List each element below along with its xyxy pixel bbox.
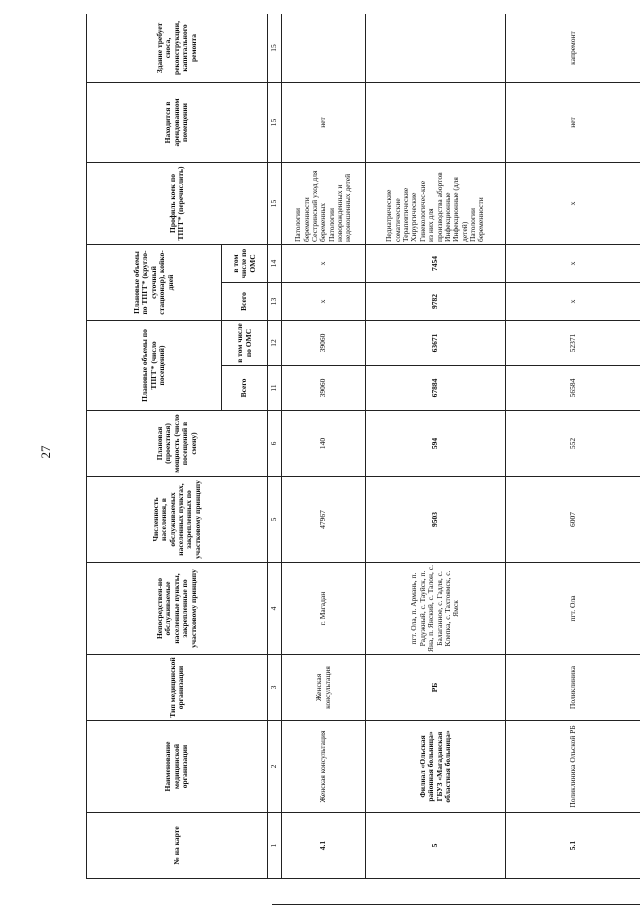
header-beds-total: Всего [222, 283, 268, 321]
bed-profile-item: Инфекционные [442, 192, 452, 242]
bed-profile-item: Хирургические [409, 192, 419, 242]
row-beds-total: 9782 [366, 283, 506, 321]
col-number: 12 [268, 321, 282, 366]
bed-profile-item: Педиатрические соматические [384, 189, 402, 242]
row-map-number: 5.1 [506, 813, 640, 879]
row-capacity: 140 [282, 411, 366, 477]
header-capacity: Плановая (проектная) мощность (число посещений в смену) [87, 411, 268, 477]
row-population: 47967 [282, 477, 366, 563]
bed-profile-item: из них для производства абортов [426, 172, 444, 242]
rotated-table-area [86, 14, 640, 879]
col-number: 5 [268, 477, 282, 563]
row-org-name: Филиал «Ольская районная больница» ГБУЗ «Магаданская областная больница» [366, 721, 506, 813]
row-settlements: пгт. Ола, п. Армань, п. Радужный, с. Тауйск, п. Яна, п. Янский, с. Талон, с. Балаганное, с. Гадля, с. Клепка, с. Тахтоямск, с. Ямск [366, 563, 506, 655]
row-visits-oms: 39060 [282, 321, 366, 366]
row-visits-oms: 63671 [366, 321, 506, 366]
row-renovation [366, 14, 506, 82]
row-org-type: Женская консультация [282, 655, 366, 721]
header-row [87, 14, 222, 879]
row-capacity: 594 [366, 411, 506, 477]
col-number: 3 [268, 655, 282, 721]
row-bed-profiles [506, 162, 640, 244]
bed-profile-item: х [568, 201, 578, 206]
col-number: 4 [268, 563, 282, 655]
row-org-name: Поликлиника Ольской РБ [506, 721, 640, 813]
row-beds-oms: 7454 [366, 244, 506, 282]
row-beds-oms: х [506, 244, 640, 282]
col-number: 11 [268, 366, 282, 411]
header-visits-total: Всего [222, 366, 268, 411]
row-renovation: капремонт [506, 14, 640, 82]
col-number: 1 [268, 813, 282, 879]
row-settlements: г. Магадан [282, 563, 366, 655]
row-org-type: РБ [366, 655, 506, 721]
row-beds-total: х [506, 283, 640, 321]
header-beds-oms: в том числе по ОМС [222, 244, 268, 282]
table-row [366, 14, 506, 879]
row-org-type: Поликлиника [506, 655, 640, 721]
header-renovation: Здание требует сноса, реконструкции, капитального ремонта [87, 14, 268, 82]
row-settlements: пгт. Ола [506, 563, 640, 655]
header-visits-oms: в том числе по ОМС [222, 321, 268, 366]
col-number: 15 [268, 82, 282, 162]
row-beds-total: х [282, 283, 366, 321]
row-renovation [282, 14, 366, 82]
row-capacity: 552 [506, 411, 640, 477]
header-rented: Находится в арендованном помещении [87, 82, 268, 162]
row-rented: нет [282, 82, 366, 162]
column-number-row [268, 14, 282, 879]
header-settlements: Непосредствен-но обслуживаемые населенные пункты, закрепленные по участковому принципу [87, 563, 268, 655]
row-beds-oms: х [282, 244, 366, 282]
table-row [506, 14, 640, 879]
col-number: 14 [268, 244, 282, 282]
col-number: 6 [268, 411, 282, 477]
header-planned-bed-days: Плановые объемы по ТПГГ* (кругло-суточный стационар), койко-дней [87, 244, 222, 320]
row-bed-profiles [282, 162, 366, 244]
header-org-type: Тип медицинской организации [87, 655, 268, 721]
page-number: 27 [38, 445, 53, 459]
header-map-number: № на карте [87, 813, 268, 879]
row-population: 9503 [366, 477, 506, 563]
col-number: 13 [268, 283, 282, 321]
row-visits-total: 56584 [506, 366, 640, 411]
row-visits-total: 39060 [282, 366, 366, 411]
row-map-number: 5 [366, 813, 506, 879]
header-population: Численность населения, в обслуживаемых населенных пунктах, закрепленных по участковому принципу [87, 477, 268, 563]
bed-profile-item: Патологии новорожденных и недоношенных детей [326, 173, 353, 242]
row-rented: нет [506, 82, 640, 162]
row-rented [366, 82, 506, 162]
col-number: 2 [268, 721, 282, 813]
col-number: 15 [268, 162, 282, 244]
row-visits-oms: 52371 [506, 321, 640, 366]
bed-profile-item: Терапевтические [400, 187, 410, 242]
bed-profile-item: Сестринский уход для беременных [309, 170, 328, 242]
bed-profile-item: Патологии беременности [293, 197, 311, 242]
table-row [282, 14, 366, 879]
bed-profile-item: Патологии беременности [468, 197, 486, 242]
header-bed-profile: Профиль коек по ТПГГ* (перечислить) [87, 162, 268, 244]
col-number: 15 [268, 14, 282, 82]
bed-profile-item: Инфекционные (для детей) [451, 177, 469, 242]
row-visits-total: 67884 [366, 366, 506, 411]
row-map-number: 4.1 [282, 813, 366, 879]
header-org-name: Наименование медицинской организации [87, 721, 268, 813]
bed-profile-item: Гинекологичес-кие [417, 180, 427, 242]
row-bed-profiles [366, 162, 506, 244]
rotated-table [86, 14, 640, 879]
header-planned-visits: Плановые объемы по ТПГГ* (число посещений) [87, 321, 222, 411]
row-population: 6007 [506, 477, 640, 563]
row-org-name: Женская консультация [282, 721, 366, 813]
medical-organizations-table [86, 14, 640, 879]
